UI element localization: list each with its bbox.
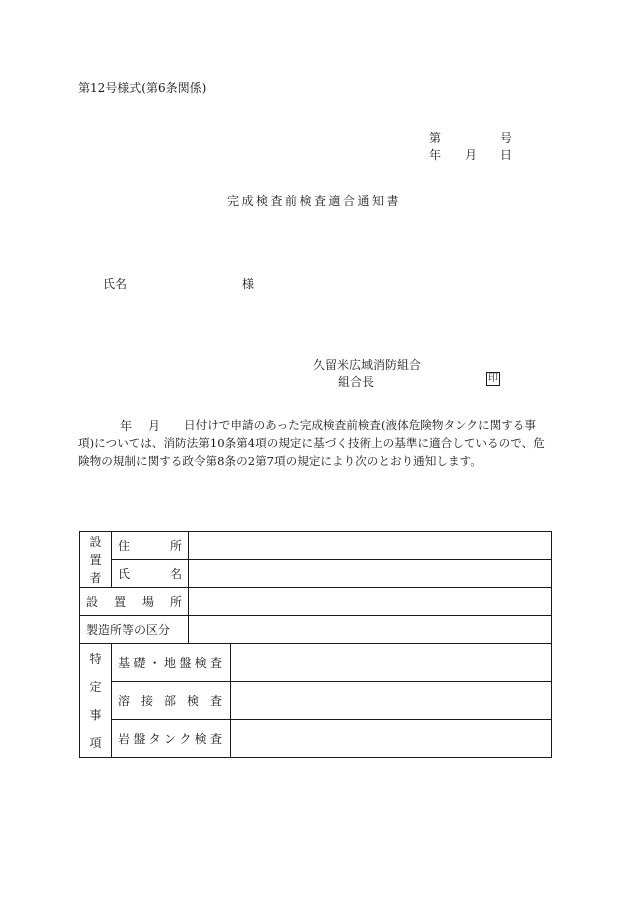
- name-label: [112, 560, 189, 588]
- bedrock-char: 盤: [133, 732, 146, 746]
- address-char: 住: [118, 539, 131, 553]
- location-char: 設: [86, 595, 99, 609]
- document-number-suffix: 号: [500, 131, 513, 145]
- sender-role: 組合長: [338, 375, 375, 389]
- foundation-inspection-label: [112, 644, 231, 682]
- welding-inspection-label: [112, 682, 231, 720]
- date-month-label: 月: [465, 148, 478, 162]
- foundation-char: 基: [118, 656, 131, 670]
- bedrock-char: ク: [179, 732, 192, 746]
- body-month-label: 月: [148, 419, 161, 433]
- welding-char: 接: [140, 694, 153, 708]
- date-year-label: 年: [429, 148, 442, 162]
- facility-division-text: 製造所等の区分: [86, 623, 171, 637]
- body-text-line-1: 日付けで申請のあった完成検査前検査(液体危険物タンクに関する事: [184, 418, 536, 432]
- special-items-group-label: [80, 644, 112, 758]
- date-day-label: 日: [500, 148, 513, 162]
- special-char: 項: [89, 735, 102, 750]
- bedrock-tank-inspection-value[interactable]: [231, 720, 552, 758]
- foundation-char: 検: [194, 656, 207, 670]
- bedrock-tank-inspection-label: [112, 720, 231, 758]
- seal-mark: 印: [488, 373, 498, 384]
- foundation-inspection-value[interactable]: [231, 644, 552, 682]
- name-char: 名: [169, 567, 182, 581]
- foundation-char: 礎: [133, 656, 146, 670]
- welding-char: 検: [186, 694, 199, 708]
- foundation-char: 地: [163, 656, 176, 670]
- sender-organization: 久留米広域消防組合: [313, 358, 422, 372]
- foundation-char: ・: [148, 656, 161, 670]
- special-char: 特: [89, 651, 102, 666]
- address-char: 所: [169, 539, 182, 553]
- document-number-label: 第: [429, 131, 442, 145]
- address-label: [112, 532, 189, 560]
- foundation-char: 査: [209, 656, 222, 670]
- addressee-name-label: 氏名: [103, 277, 128, 291]
- bedrock-char: ン: [163, 732, 176, 746]
- body-text-line-3: 険物の規制に関する政令第8条の2第7項の規定により次のとおり通知します。: [78, 454, 482, 468]
- location-char: 所: [169, 595, 182, 609]
- installer-char: 置: [89, 552, 102, 567]
- name-value[interactable]: [189, 560, 552, 588]
- facility-division-label: [80, 616, 189, 644]
- detail-table: [79, 531, 552, 758]
- foundation-char: 盤: [179, 656, 192, 670]
- body-text-line-2: 項)については、消防法第10条第4項の規定に基づく技術上の基準に適合しているので、危: [78, 436, 545, 450]
- welding-char: 部: [163, 694, 176, 708]
- document-title: 完成検査前検査適合通知書: [227, 194, 402, 208]
- bedrock-char: 査: [209, 732, 222, 746]
- bedrock-char: 岩: [118, 732, 131, 746]
- special-char: 定: [89, 679, 102, 694]
- welding-inspection-value[interactable]: [231, 682, 552, 720]
- addressee-honorific: 様: [242, 277, 255, 291]
- location-char: 場: [141, 595, 154, 609]
- name-char: 氏: [118, 567, 131, 581]
- address-value[interactable]: [189, 532, 552, 560]
- bedrock-char: タ: [148, 732, 161, 746]
- form-number: 第12号様式(第6条関係): [78, 81, 207, 95]
- installer-char: 者: [89, 570, 102, 585]
- bedrock-char: 検: [194, 732, 207, 746]
- location-char: 置: [113, 595, 126, 609]
- location-value[interactable]: [189, 588, 552, 616]
- facility-division-value[interactable]: [189, 616, 552, 644]
- welding-char: 溶: [118, 694, 131, 708]
- installer-char: 設: [89, 534, 102, 549]
- welding-char: 査: [209, 694, 222, 708]
- body-year-label: 年: [120, 419, 133, 433]
- location-label: [80, 588, 189, 616]
- special-char: 事: [89, 707, 102, 722]
- installer-group-label: [80, 532, 112, 588]
